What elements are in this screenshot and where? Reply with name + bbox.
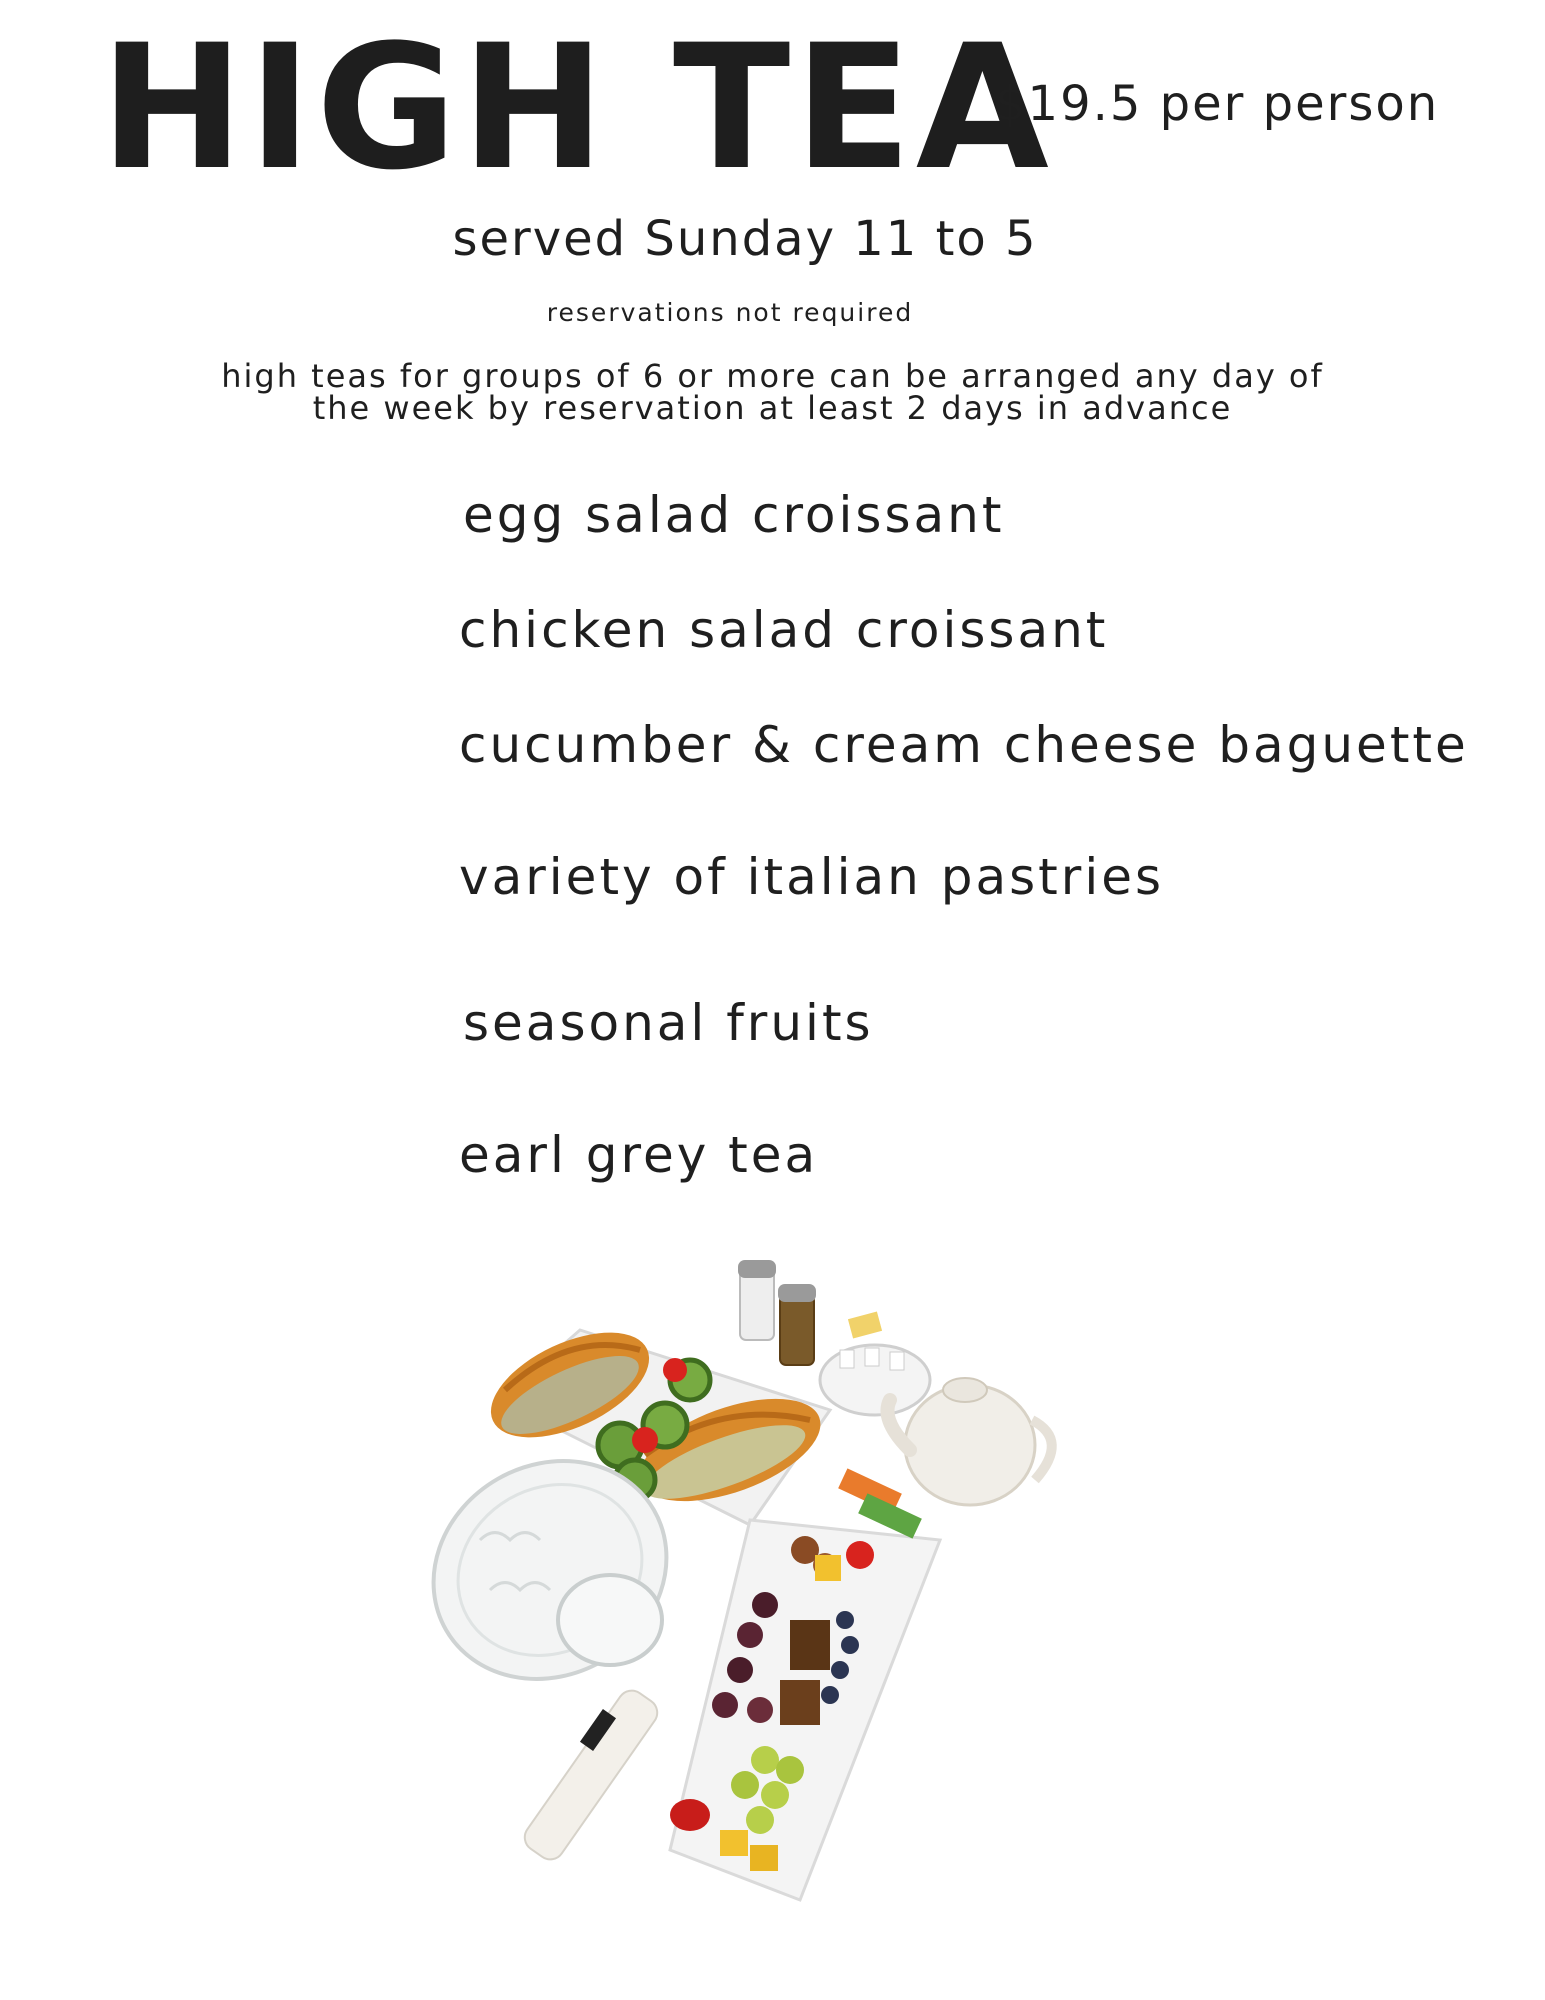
menu-item-seasonal-fruits: seasonal fruits <box>463 994 874 1052</box>
high-tea-food-photo-icon <box>420 1240 1060 1930</box>
reservations-note: reservations not required <box>546 298 914 327</box>
sugar-bowl <box>820 1311 930 1415</box>
menu-item-cucumber-baguette: cucumber & cream cheese baguette <box>459 716 1469 774</box>
group-booking-line-1: high teas for groups of 6 or more can be arranged any day of <box>221 357 1324 395</box>
group-booking-note <box>0 357 1545 427</box>
serving-hours: served Sunday 11 to 5 <box>452 211 1038 267</box>
price-label: $19.5 per person <box>995 76 1440 132</box>
napkin-cutlery <box>519 1685 662 1865</box>
group-booking-line-2: the week by reservation at least 2 days in advance <box>312 389 1233 427</box>
menu-item-italian-pastries: variety of italian pastries <box>459 848 1165 906</box>
menu-item-chicken-salad: chicken salad croissant <box>459 601 1109 659</box>
fruit-platter <box>670 1520 940 1900</box>
page-title: HIGH TEA <box>100 7 1053 208</box>
menu-item-egg-salad: egg salad croissant <box>463 486 1005 544</box>
salt-pepper-shakers <box>738 1260 816 1365</box>
menu-item-earl-grey-tea: earl grey tea <box>459 1126 819 1184</box>
tea-packets <box>838 1468 922 1538</box>
